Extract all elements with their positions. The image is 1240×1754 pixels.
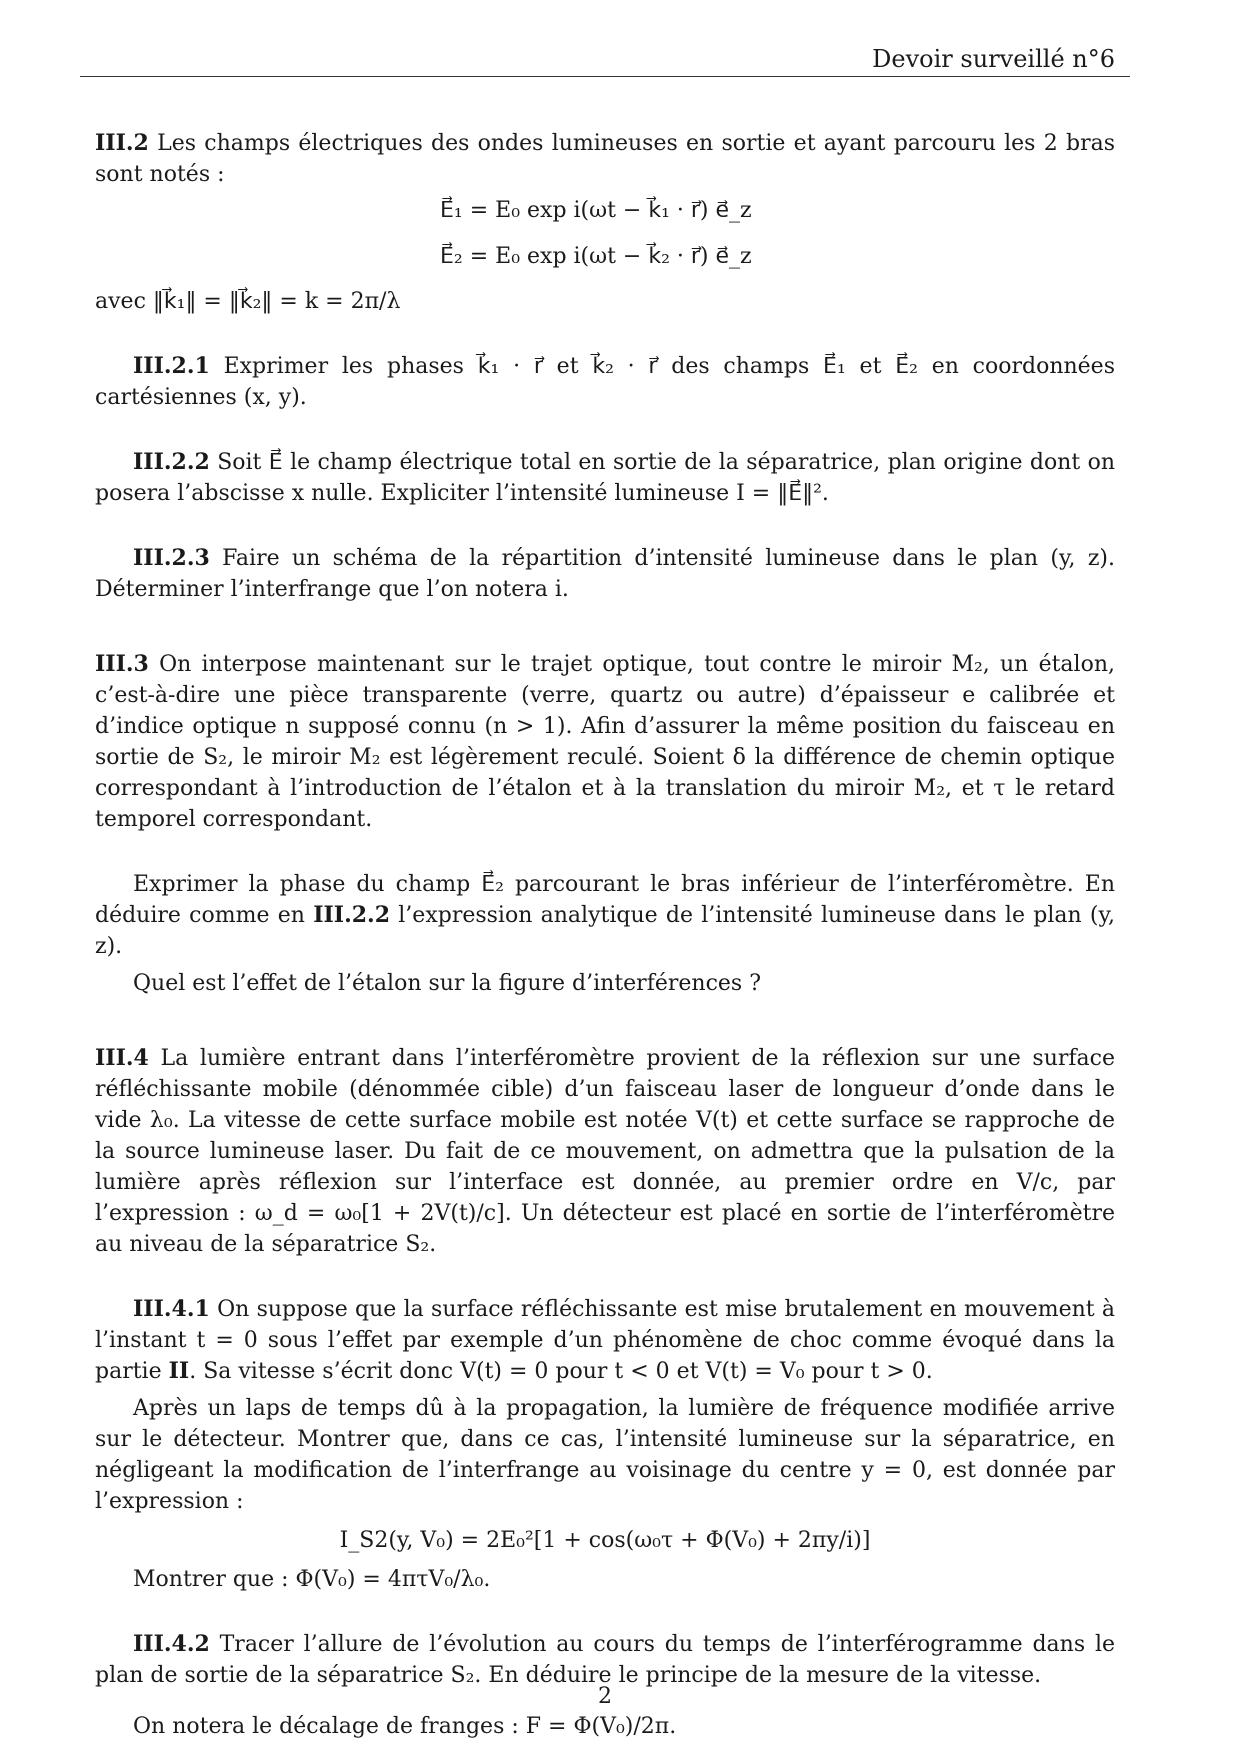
page-number: 2 [598, 1684, 612, 1709]
equation-e2: E⃗₂ = E₀ exp i(ωt − k⃗₂ · r⃗) e⃗_z [440, 244, 752, 269]
page-header: Devoir surveillé n°6 [872, 45, 1115, 73]
paragraph-iii3-phase: Exprimer la phase du champ E⃗₂ parcourant le bras inférieur de l’interféromètre. En déduire comme en III.2.2 l’expression analytique de l’intensité lumineuse dans le plan (y, z). [95, 872, 1115, 959]
equation-e1: E⃗₁ = E₀ exp i(ωt − k⃗₁ · r⃗) e⃗_z [440, 198, 752, 223]
page-content [95, 128, 1115, 1742]
paragraph-iii4: III.4 La lumière entrant dans l’interféromètre provient de la réflexion sur une surface réfléchissante mobile (dénommée cible) d’un faisceau laser de longueur d’onde dans le vide λ₀. La vitesse de cette surface mobile est notée V(t) et cette surface se rapproche de la source lumineuse laser. Du fait de ce mouvement, on admettra que la pulsation de la lumière après réflexion sur l’interface est donnée, au premier ordre en V/c, par l’expression : ω_d = ω₀[1 + 2V(t)/c]. Un détecteur est placé en sortie de l’interféromètre au niveau de la séparatrice S₂. [95, 1045, 1115, 1257]
paragraph-iii42-fringes: On notera le décalage de franges : F = Φ(V₀)/2π. [133, 1714, 677, 1739]
paragraph-iii42: III.4.2 Tracer l’allure de l’évolution au cours du temps de l’interférogramme dans le plan de sortie de la séparatrice S₂. En déduire le principe de la mesure de la vitesse. [95, 1631, 1115, 1688]
equation-is2: I_S2(y, V₀) = 2E₀²[1 + cos(ω₀τ + Φ(V₀) + 2πy/i)] [339, 1528, 871, 1553]
paragraph-iii41: III.4.1 On suppose que la surface réfléchissante est mise brutalement en mouvement à l’instant t = 0 sous l’effet par exemple d’un phénomène de choc comme évoqué dans la partie II. Sa vitesse s’écrit donc V(t) = 0 pour t < 0 et V(t) = V₀ pour t > 0. [95, 1296, 1115, 1384]
paragraph-iii23: III.2.3 Faire un schéma de la répartition d’intensité lumineuse dans le plan (y, z). Déterminer l’interfrange que l’on notera i. [95, 545, 1115, 602]
paragraph-iii3: III.3 On interpose maintenant sur le trajet optique, tout contre le miroir M₂, un étalon, c’est-à-dire une pièce transparente (verre, quartz ou autre) d’épaisseur e calibrée et d’indice optique n supposé connu (n > 1). Afin d’assurer la même position du faisceau en sortie de S₂, le miroir M₂ est légèrement reculé. Soient δ la différence de chemin optique correspondant à l’introduction de l’étalon et à la translation du miroir M₂, et τ le retard temporel correspondant. [95, 651, 1115, 832]
paragraph-iii2: III.2 Les champs électriques des ondes lumineuses en sortie et ayant parcouru les 2 bras sont notés : [95, 130, 1115, 187]
paragraph-iii41-show: Montrer que : Φ(V₀) = 4πτV₀/λ₀. [133, 1567, 491, 1592]
paragraph-iii22: III.2.2 Soit E⃗ le champ électrique total en sortie de la séparatrice, plan origine dont on posera l’abscisse x nulle. Expliciter l’intensité lumineuse I = ‖E⃗‖². [95, 449, 1115, 506]
equation-block-e [440, 188, 1115, 280]
paragraph-avec: avec ‖k⃗₁‖ = ‖k⃗₂‖ = k = 2π/λ [95, 289, 401, 314]
header-rule [80, 76, 1130, 77]
document-page [95, 0, 1115, 1754]
paragraph-iii3-question: Quel est l’effet de l’étalon sur la figure d’interférences ? [133, 971, 761, 996]
paragraph-iii21: III.2.1 Exprimer les phases k⃗₁ · r⃗ et k⃗₂ · r⃗ des champs E⃗₁ et E⃗₂ en coordonnées cartésiennes (x, y). [95, 353, 1115, 410]
paragraph-iii41-detector: Après un laps de temps dû à la propagation, la lumière de fréquence modifiée arrive sur le détecteur. Montrer que, dans ce cas, l’intensité lumineuse sur la séparatrice, en négligeant la modification de l’interfrange au voisinage du centre y = 0, est donnée par l’expression : [95, 1396, 1115, 1514]
section-label: III.2 [95, 130, 149, 156]
